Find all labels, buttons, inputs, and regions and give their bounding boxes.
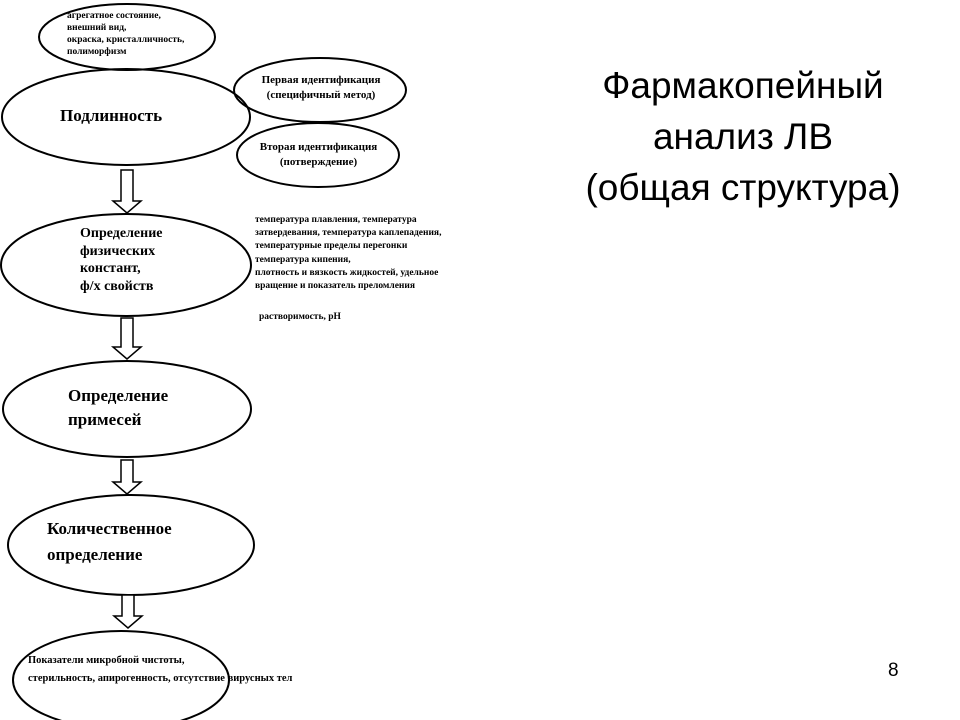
- arrow-2: [113, 318, 141, 359]
- aggregate-text: агрегатное состояние, внешний вид, окраска, кристалличность, полиморфизм: [67, 11, 185, 57]
- first-id-text: Первая идентификация (специфичный метод): [261, 74, 381, 101]
- authenticity-label: Подлинность: [60, 106, 163, 125]
- constants-notes: температура плавления, температура затвердевания, температура каплепадения, температурные пределы перегонки температура кипения, плотность и вязкость жидкостей, удельное вращение и показатель преломления: [255, 215, 442, 292]
- arrow-3: [113, 460, 141, 494]
- slide-title: Фармакопейный анализ ЛВ (общая структура): [585, 65, 901, 208]
- quantitative-text: Количественное определение: [47, 519, 172, 564]
- solubility-note: растворимость, рН: [259, 312, 341, 322]
- microbial-text: Показатели микробной чистоты, стерильность, апирогенность, отсутствие вирусных тел: [28, 655, 293, 684]
- second-id-text: Вторая идентификация (потверждение): [259, 141, 378, 168]
- impurities-text: Определение примесей: [68, 386, 169, 429]
- page-number: 8: [888, 660, 899, 681]
- physical-text: Определение физических констант, ф/х свойств: [80, 226, 163, 294]
- arrow-4: [114, 595, 142, 628]
- arrow-1: [113, 170, 141, 213]
